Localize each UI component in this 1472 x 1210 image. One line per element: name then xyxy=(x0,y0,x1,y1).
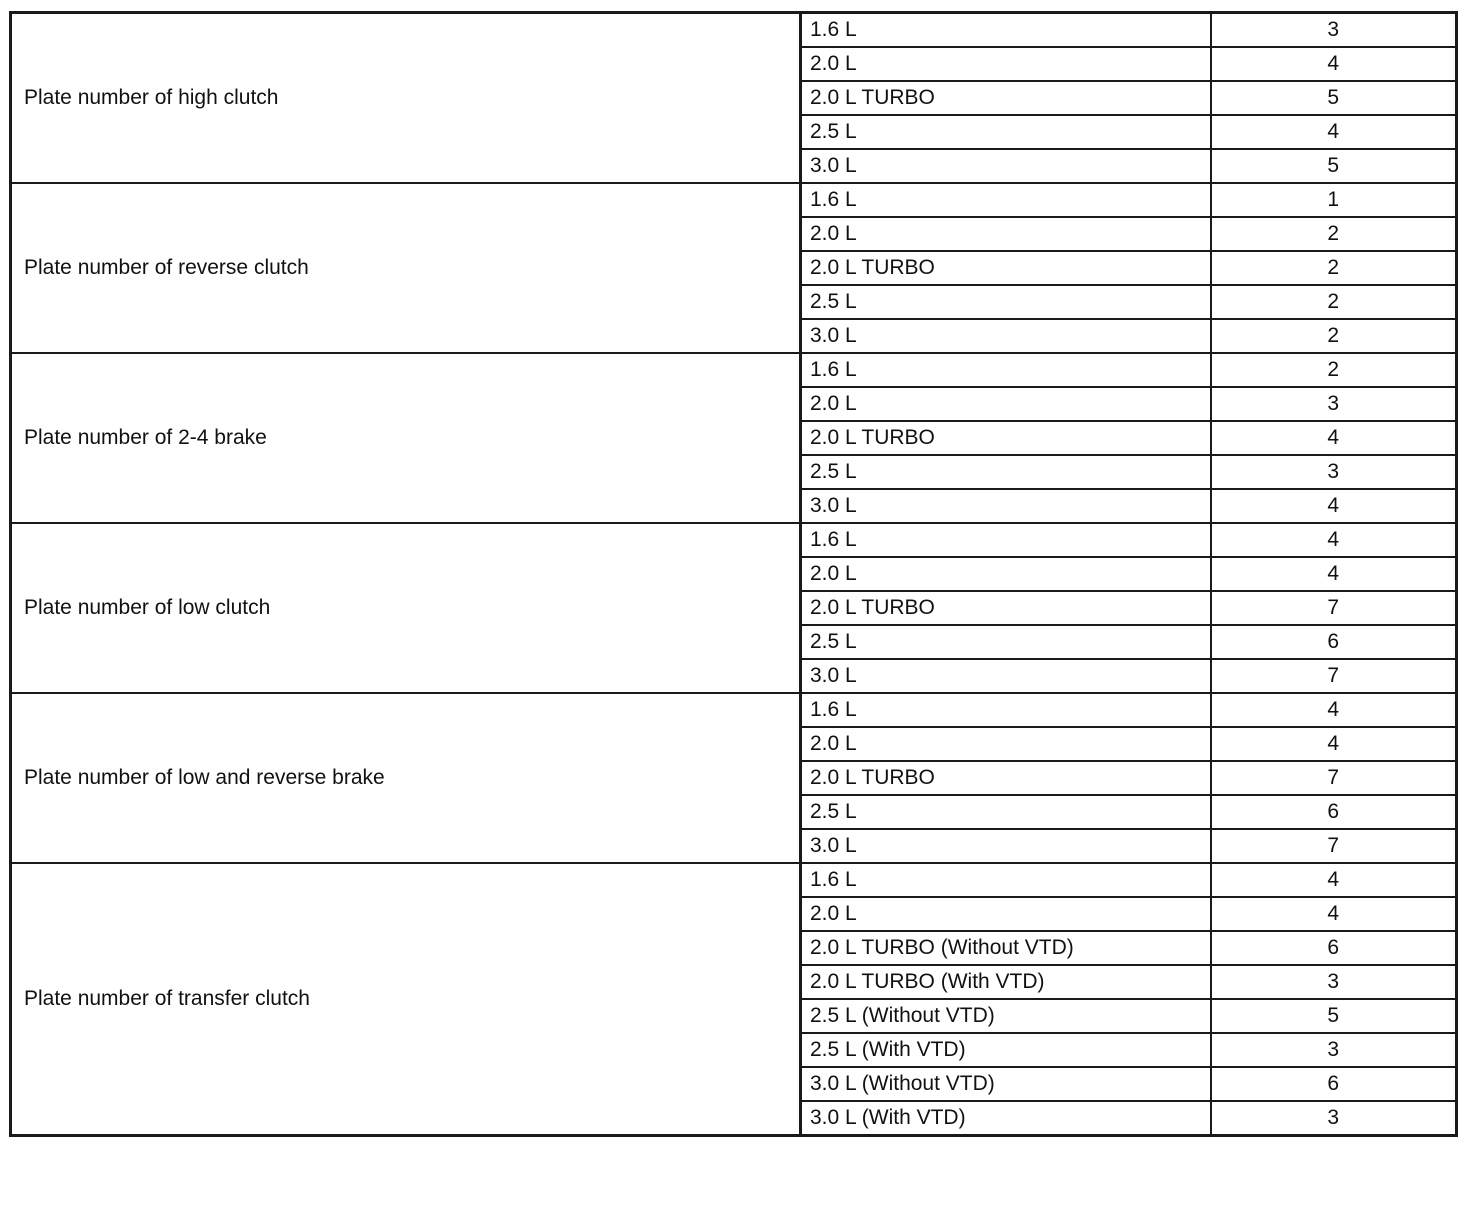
table-row xyxy=(11,13,1457,48)
engine-variant-cell: 2.0 L TURBO (With VTD) xyxy=(801,965,1211,999)
engine-variant-cell: 2.5 L xyxy=(801,285,1211,319)
engine-variant-cell: 3.0 L xyxy=(801,829,1211,863)
plate-count-cell: 4 xyxy=(1211,557,1457,591)
engine-variant-cell: 2.0 L xyxy=(801,727,1211,761)
engine-variant-cell: 2.0 L TURBO xyxy=(801,761,1211,795)
plate-count-cell: 3 xyxy=(1211,965,1457,999)
item-label-cell: Plate number of reverse clutch xyxy=(11,183,801,353)
engine-variant-cell: 2.5 L xyxy=(801,115,1211,149)
engine-variant-cell: 2.0 L xyxy=(801,387,1211,421)
engine-variant-cell: 3.0 L xyxy=(801,319,1211,353)
table-row xyxy=(11,183,1457,217)
plate-number-table-body xyxy=(11,13,1457,1136)
table-row xyxy=(11,353,1457,387)
plate-count-cell: 6 xyxy=(1211,625,1457,659)
engine-variant-cell: 2.5 L (With VTD) xyxy=(801,1033,1211,1067)
engine-variant-cell: 1.6 L xyxy=(801,13,1211,48)
engine-variant-cell: 2.0 L xyxy=(801,47,1211,81)
item-label-cell: Plate number of high clutch xyxy=(11,13,801,184)
engine-variant-cell: 1.6 L xyxy=(801,863,1211,897)
engine-variant-cell: 3.0 L (With VTD) xyxy=(801,1101,1211,1136)
plate-count-cell: 2 xyxy=(1211,353,1457,387)
item-label-cell: Plate number of low clutch xyxy=(11,523,801,693)
engine-variant-cell: 1.6 L xyxy=(801,523,1211,557)
table-row xyxy=(11,863,1457,897)
plate-count-cell: 1 xyxy=(1211,183,1457,217)
engine-variant-cell: 2.0 L TURBO xyxy=(801,421,1211,455)
plate-count-cell: 4 xyxy=(1211,897,1457,931)
plate-count-cell: 4 xyxy=(1211,523,1457,557)
engine-variant-cell: 3.0 L (Without VTD) xyxy=(801,1067,1211,1101)
item-label-cell: Plate number of 2-4 brake xyxy=(11,353,801,523)
engine-variant-cell: 2.5 L (Without VTD) xyxy=(801,999,1211,1033)
engine-variant-cell: 2.0 L TURBO (Without VTD) xyxy=(801,931,1211,965)
engine-variant-cell: 2.0 L xyxy=(801,897,1211,931)
plate-count-cell: 5 xyxy=(1211,81,1457,115)
table-row xyxy=(11,523,1457,557)
plate-count-cell: 7 xyxy=(1211,829,1457,863)
plate-count-cell: 2 xyxy=(1211,319,1457,353)
plate-count-cell: 2 xyxy=(1211,285,1457,319)
plate-count-cell: 3 xyxy=(1211,1101,1457,1136)
plate-count-cell: 7 xyxy=(1211,591,1457,625)
plate-number-table xyxy=(9,11,1458,1137)
engine-variant-cell: 2.0 L TURBO xyxy=(801,81,1211,115)
plate-count-cell: 6 xyxy=(1211,795,1457,829)
item-label-cell: Plate number of transfer clutch xyxy=(11,863,801,1136)
plate-count-cell: 3 xyxy=(1211,1033,1457,1067)
engine-variant-cell: 3.0 L xyxy=(801,149,1211,183)
item-label-cell: Plate number of low and reverse brake xyxy=(11,693,801,863)
engine-variant-cell: 2.5 L xyxy=(801,795,1211,829)
engine-variant-cell: 3.0 L xyxy=(801,659,1211,693)
plate-count-cell: 3 xyxy=(1211,387,1457,421)
plate-count-cell: 3 xyxy=(1211,455,1457,489)
plate-count-cell: 5 xyxy=(1211,999,1457,1033)
engine-variant-cell: 1.6 L xyxy=(801,183,1211,217)
plate-count-cell: 6 xyxy=(1211,1067,1457,1101)
engine-variant-cell: 2.5 L xyxy=(801,455,1211,489)
plate-count-cell: 5 xyxy=(1211,149,1457,183)
plate-count-cell: 4 xyxy=(1211,47,1457,81)
plate-count-cell: 7 xyxy=(1211,659,1457,693)
plate-count-cell: 6 xyxy=(1211,931,1457,965)
engine-variant-cell: 3.0 L xyxy=(801,489,1211,523)
plate-count-cell: 7 xyxy=(1211,761,1457,795)
engine-variant-cell: 2.0 L TURBO xyxy=(801,591,1211,625)
engine-variant-cell: 1.6 L xyxy=(801,693,1211,727)
plate-count-cell: 2 xyxy=(1211,217,1457,251)
engine-variant-cell: 1.6 L xyxy=(801,353,1211,387)
engine-variant-cell: 2.0 L xyxy=(801,557,1211,591)
plate-count-cell: 2 xyxy=(1211,251,1457,285)
plate-count-cell: 4 xyxy=(1211,421,1457,455)
plate-count-cell: 4 xyxy=(1211,863,1457,897)
engine-variant-cell: 2.0 L xyxy=(801,217,1211,251)
engine-variant-cell: 2.0 L TURBO xyxy=(801,251,1211,285)
engine-variant-cell: 2.5 L xyxy=(801,625,1211,659)
plate-count-cell: 3 xyxy=(1211,13,1457,48)
plate-count-cell: 4 xyxy=(1211,727,1457,761)
table-row xyxy=(11,693,1457,727)
plate-count-cell: 4 xyxy=(1211,115,1457,149)
plate-count-cell: 4 xyxy=(1211,693,1457,727)
plate-count-cell: 4 xyxy=(1211,489,1457,523)
